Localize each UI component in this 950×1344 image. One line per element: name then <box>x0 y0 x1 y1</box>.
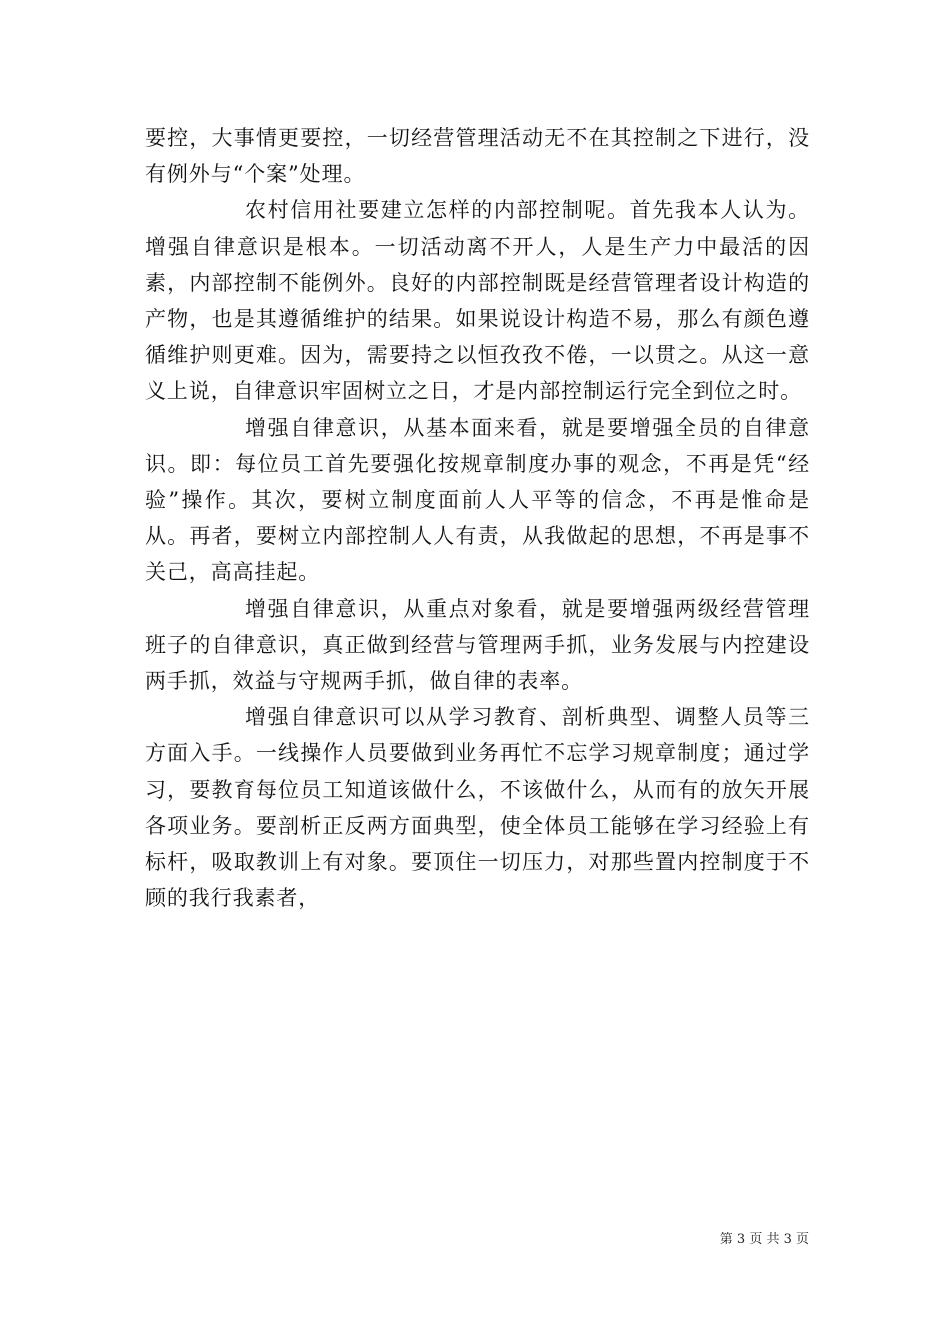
paragraph-all-staff: 增强自律意识，从基本面来看，就是要增强全员的自律意识。即：每位员工首先要强化按规章制度办事的观念，不再是凭“经验”操作。其次，要树立制度面前人人平等的信念，不再是惟命是从。再者，要树立内部控制人人有责，从我做起的思想，不再是事不关己，高高挂起。 <box>145 415 810 585</box>
document-body <box>145 120 810 916</box>
page-number: 第 3 页 共 3 页 <box>719 1232 809 1247</box>
paragraph-methods: 增强自律意识可以从学习教育、剖析典型、调整人员等三方面入手。一线操作人员要做到业务再忙不忘学习规章制度；通过学习，要教育每位员工知道该做什么，不该做什么，从而有的放矢开展各项业务。要剖析正反两方面典型，使全体员工能够在学习经验上有标杆，吸取教训上有对象。要顶住一切压力，对那些置内控制度于不顾的我行我素者， <box>145 705 810 911</box>
paragraph-continuation: 要控，大事情更要控，一切经营管理活动无不在其控制之下进行，没有例外与“个案”处理。 <box>145 126 810 187</box>
paragraph-internal-control: 农村信用社要建立怎样的内部控制呢。首先我本人认为。增强自律意识是根本。一切活动离不开人，人是生产力中最活的因素，内部控制不能例外。良好的内部控制既是经营管理者设计构造的产物，也是其遵循维护的结果。如果说设计构造不易，那么有颜色遵循维护则更难。因为，需要持之以恒孜孜不倦，一以贯之。从这一意义上说，自律意识牢固树立之日，才是内部控制运行完全到位之时。 <box>145 198 810 404</box>
paragraph-management-team: 增强自律意识，从重点对象看，就是要增强两级经营管理班子的自律意识，真正做到经营与管理两手抓，业务发展与内控建设两手抓，效益与守规两手抓，做自律的表率。 <box>145 596 810 694</box>
